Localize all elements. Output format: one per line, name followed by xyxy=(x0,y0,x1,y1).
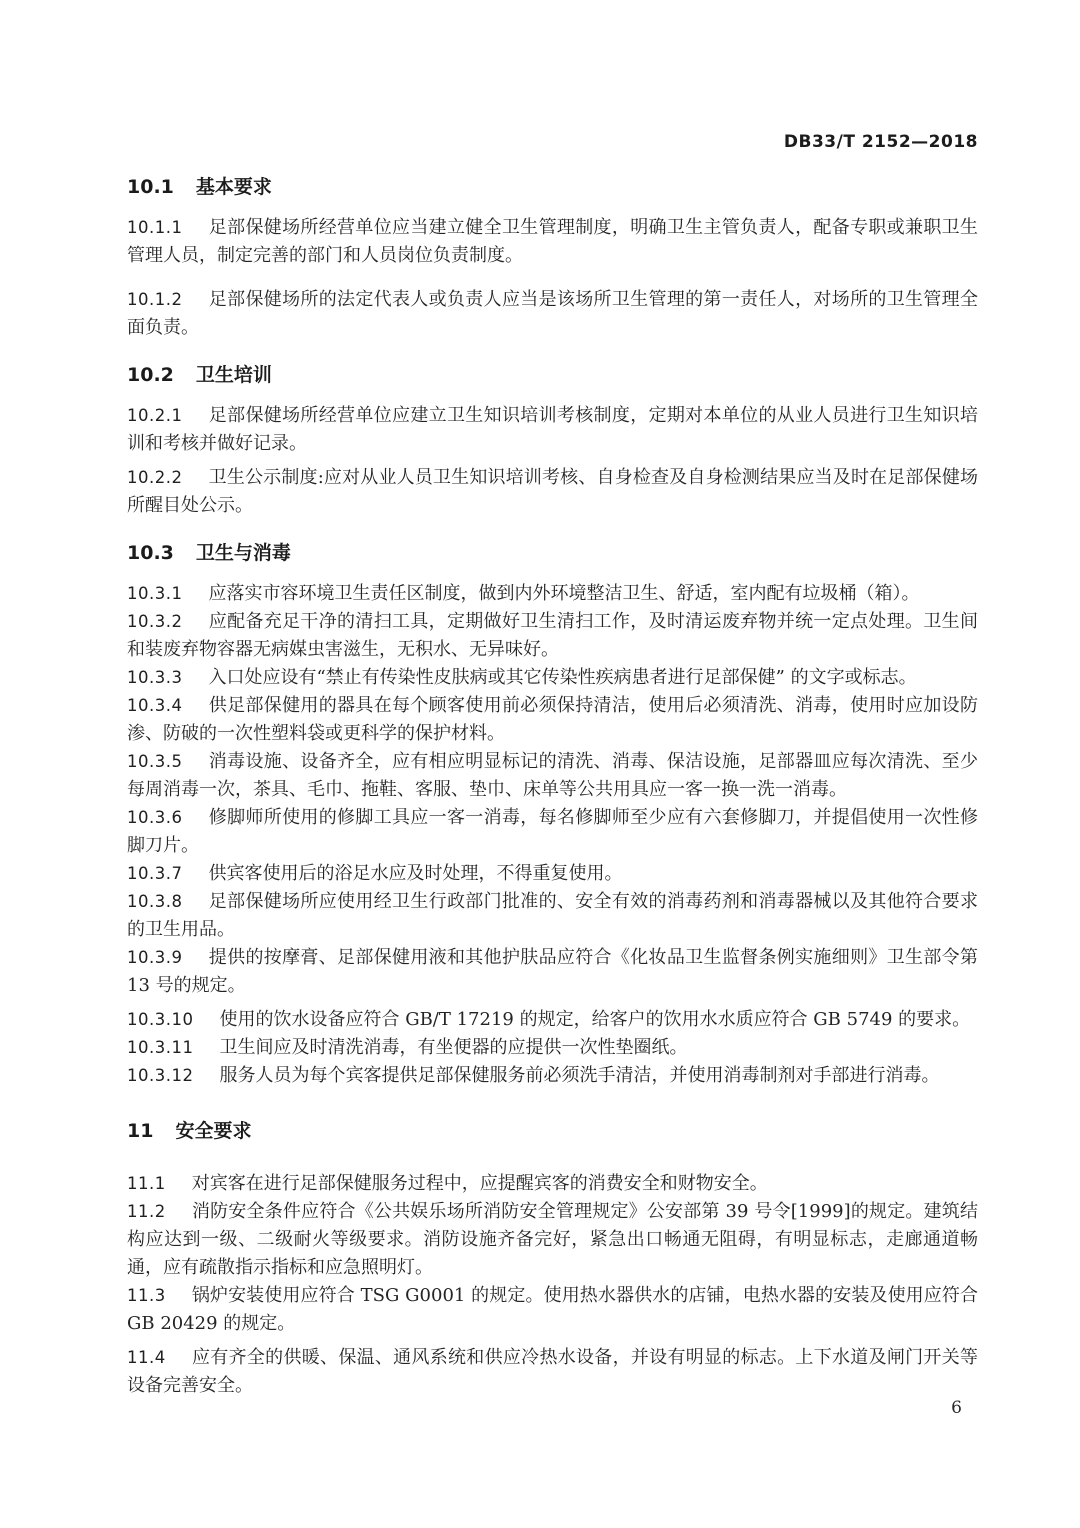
clause-text-10-3-6: 修脚师所使用的修脚工具应一客一消毒，每名修脚师至少应有六套修脚刀，并提倡使用一次性修脚刀片。 xyxy=(127,807,978,856)
clause-10-3-4 xyxy=(127,692,978,748)
clause-10-3-9 xyxy=(127,944,978,1000)
document-header xyxy=(127,130,978,154)
section-title-10-1: 基本要求 xyxy=(195,176,272,198)
clause-number-10-3-1: 10.3.1 xyxy=(127,584,183,603)
clause-number-10-3-11: 10.3.11 xyxy=(127,1038,194,1057)
clause-10-1-2 xyxy=(127,286,978,342)
doc-code: DB33/T 2152—2018 xyxy=(783,132,978,152)
clause-number-10-3-7: 10.3.7 xyxy=(127,864,183,883)
section-heading-10-3 xyxy=(127,538,978,568)
clause-number-10-1-1: 10.1.1 xyxy=(127,218,183,237)
clause-text-10-3-2: 应配备充足干净的清扫工具，定期做好卫生清扫工作，及时清运废弃物并统一定点处理。卫生间和装废弃物容器无病媒虫害滋生，无积水、无异味好。 xyxy=(127,611,978,660)
clause-text-10-3-7: 供宾客使用后的浴足水应及时处理，不得重复使用。 xyxy=(208,863,623,884)
clause-number-10-2-2: 10.2.2 xyxy=(127,468,183,487)
clause-number-10-3-10: 10.3.10 xyxy=(127,1010,194,1029)
clause-number-10-3-6: 10.3.6 xyxy=(127,808,183,827)
clause-text-10-1-2: 足部保健场所的法定代表人或负责人应当是该场所卫生管理的第一责任人，对场所的卫生管理全面负责。 xyxy=(127,289,978,338)
section-number-10-1: 10.1 xyxy=(127,176,174,198)
clause-number-10-3-9: 10.3.9 xyxy=(127,948,183,967)
clause-number-11-4: 11.4 xyxy=(127,1348,166,1367)
clause-text-10-3-4: 供足部保健用的器具在每个顾客使用前必须保持清洁，使用后必须清洗、消毒，使用时应加设防渗、防破的一次性塑料袋或更科学的保护材料。 xyxy=(127,695,978,744)
clause-10-3-7 xyxy=(127,860,978,888)
clause-11-2 xyxy=(127,1198,978,1282)
clause-text-10-3-12: 服务人员为每个宾客提供足部保健服务前必须洗手清洁，并使用消毒制剂对手部进行消毒。 xyxy=(219,1065,940,1086)
clause-10-3-3 xyxy=(127,664,978,692)
section-number-10-3: 10.3 xyxy=(127,542,174,564)
clause-text-10-3-11: 卫生间应及时清洗消毒，有坐便器的应提供一次性垫圈纸。 xyxy=(219,1037,688,1058)
clause-number-10-3-4: 10.3.4 xyxy=(127,696,183,715)
clause-10-3-12 xyxy=(127,1062,978,1090)
clause-10-3-10 xyxy=(127,1006,978,1034)
clause-10-2-2 xyxy=(127,464,978,520)
clause-text-10-3-8: 足部保健场所应使用经卫生行政部门批准的、安全有效的消毒药剂和消毒器械以及其他符合要求的卫生用品。 xyxy=(127,891,978,940)
clause-11-4 xyxy=(127,1344,978,1400)
clause-text-10-2-1: 足部保健场所经营单位应建立卫生知识培训考核制度，定期对本单位的从业人员进行卫生知识培训和考核并做好记录。 xyxy=(127,405,978,454)
clause-10-1-1 xyxy=(127,214,978,270)
clause-number-11-3: 11.3 xyxy=(127,1286,166,1305)
clause-10-3-6 xyxy=(127,804,978,860)
section-number-10-2: 10.2 xyxy=(127,364,174,386)
section-title-10-2: 卫生培训 xyxy=(195,364,272,386)
clause-number-11-2: 11.2 xyxy=(127,1202,166,1221)
document-footer xyxy=(951,1396,962,1420)
clause-10-3-5 xyxy=(127,748,978,804)
section-heading-11 xyxy=(127,1116,978,1146)
clause-text-11-4: 应有齐全的供暖、保温、通风系统和供应冷热水设备，并设有明显的标志。上下水道及闸门开关等设备完善安全。 xyxy=(127,1347,978,1396)
clause-number-10-3-8: 10.3.8 xyxy=(127,892,183,911)
clause-text-10-2-2: 卫生公示制度:应对从业人员卫生知识培训考核、自身检查及自身检测结果应当及时在足部保健场所醒目处公示。 xyxy=(127,467,978,516)
clause-number-10-3-2: 10.3.2 xyxy=(127,612,183,631)
section-title-11: 安全要求 xyxy=(175,1120,252,1142)
clause-number-10-3-3: 10.3.3 xyxy=(127,668,183,687)
clause-10-3-1 xyxy=(127,580,978,608)
clause-number-10-1-2: 10.1.2 xyxy=(127,290,183,309)
section-title-10-3: 卫生与消毒 xyxy=(195,542,291,564)
clause-text-10-3-10: 使用的饮水设备应符合 GB/T 17219 的规定，给客户的饮用水水质应符合 GB 5749 的要求。 xyxy=(219,1009,971,1030)
clause-11-1 xyxy=(127,1170,978,1198)
clause-text-10-3-9: 提供的按摩膏、足部保健用液和其他护肤品应符合《化妆品卫生监督条例实施细则》卫生部令第 13 号的规定。 xyxy=(127,947,978,996)
clause-text-11-2: 消防安全条件应符合《公共娱乐场所消防安全管理规定》公安部第 39 号令[1999]的规定。建筑结构应达到一级、二级耐火等级要求。消防设施齐备完好，紧急出口畅通无阻碍，有明显标志，走廊通道畅通，应有疏散指示指标和应急照明灯。 xyxy=(127,1201,978,1278)
clause-number-10-3-5: 10.3.5 xyxy=(127,752,183,771)
clause-number-11-1: 11.1 xyxy=(127,1174,166,1193)
document-body xyxy=(127,172,978,1400)
clause-number-10-3-12: 10.3.12 xyxy=(127,1066,194,1085)
section-heading-10-1 xyxy=(127,172,978,202)
clause-text-11-3: 锅炉安装使用应符合 TSG G0001 的规定。使用热水器供水的店铺，电热水器的安装及使用应符合 GB 20429 的规定。 xyxy=(127,1285,978,1334)
clause-11-3 xyxy=(127,1282,978,1338)
clause-10-3-11 xyxy=(127,1034,978,1062)
clause-10-2-1 xyxy=(127,402,978,458)
clause-text-11-1: 对宾客在进行足部保健服务过程中，应提醒宾客的消费安全和财物安全。 xyxy=(191,1173,768,1194)
section-number-11: 11 xyxy=(127,1120,154,1142)
clause-10-3-8 xyxy=(127,888,978,944)
clause-text-10-3-3: 入口处应设有“禁止有传染性皮肤病或其它传染性疾病患者进行足部保健” 的文字或标志。 xyxy=(208,667,917,688)
page-number: 6 xyxy=(951,1398,962,1418)
clause-text-10-3-5: 消毒设施、设备齐全，应有相应明显标记的清洗、消毒、保洁设施，足部器皿应每次清洗、至少每周消毒一次，茶具、毛巾、拖鞋、客服、垫巾、床单等公共用具应一客一换一洗一消毒。 xyxy=(127,751,978,800)
clause-text-10-1-1: 足部保健场所经营单位应当建立健全卫生管理制度，明确卫生主管负责人，配备专职或兼职卫生管理人员，制定完善的部门和人员岗位负责制度。 xyxy=(127,217,978,266)
clause-text-10-3-1: 应落实市容环境卫生责任区制度，做到内外环境整洁卫生、舒适，室内配有垃圾桶（箱）。 xyxy=(208,583,920,604)
clause-10-3-2 xyxy=(127,608,978,664)
clause-number-10-2-1: 10.2.1 xyxy=(127,406,183,425)
section-heading-10-2 xyxy=(127,360,978,390)
